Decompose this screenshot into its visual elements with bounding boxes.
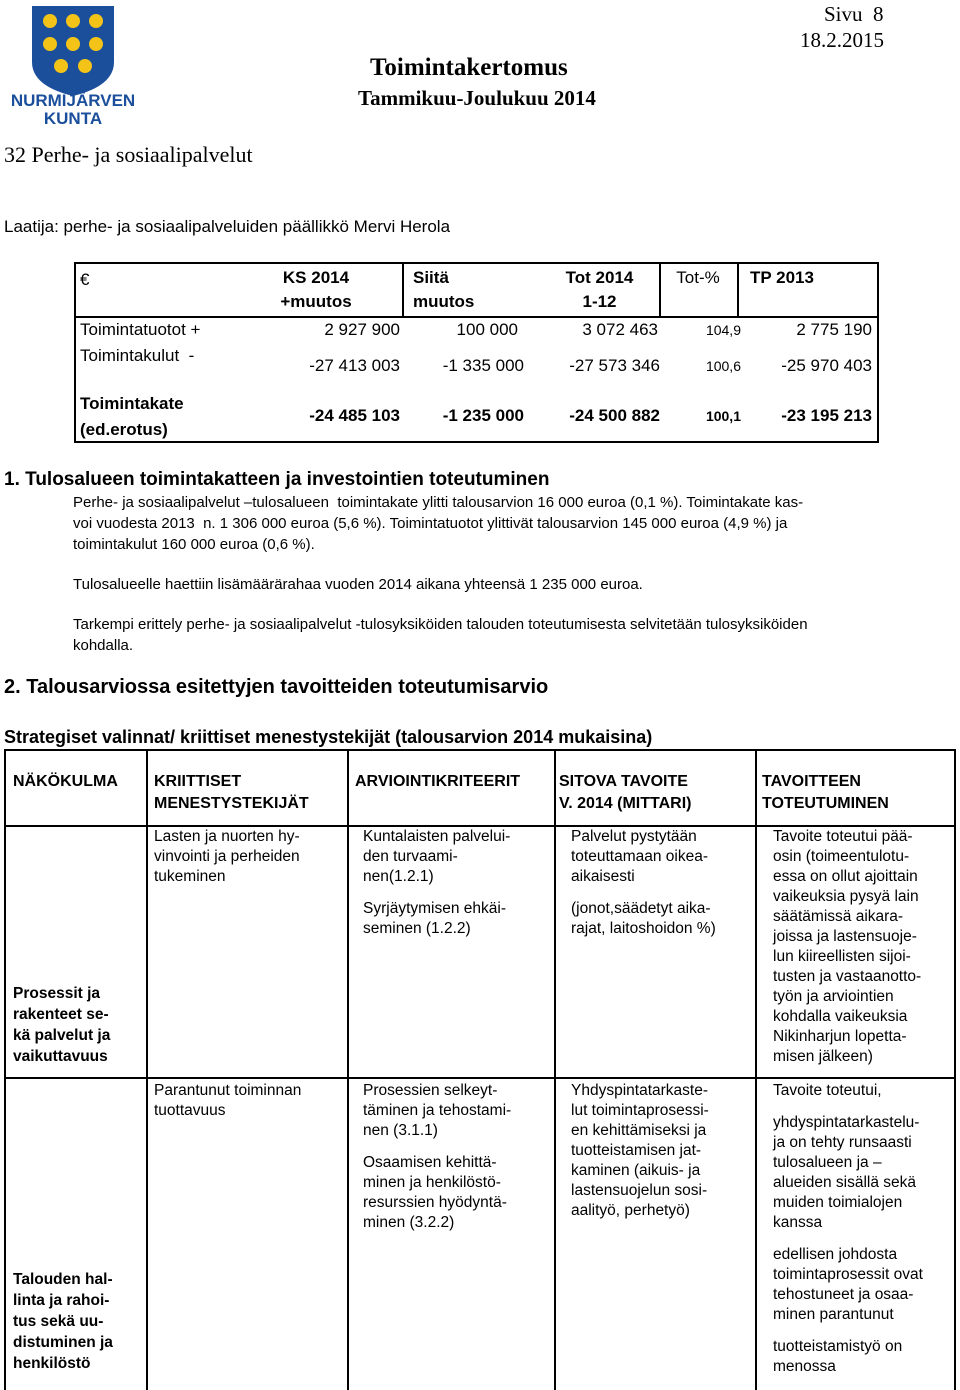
text-line: toimintakulut 160 000 euroa (0,6 %). bbox=[73, 536, 315, 553]
document-period: Tammikuu-Joulukuu 2014 bbox=[358, 86, 596, 110]
cell-tot: -24 500 882 bbox=[569, 406, 660, 425]
text-line: voi vuodesta 2013 n. 1 306 000 euroa (5,6 %). Toimintatuotot ylittivät talousarvion 145 000 euroa (4,9 %) ja bbox=[73, 515, 788, 532]
cell-tp: -23 195 213 bbox=[781, 406, 872, 425]
header-tot-pct: Tot-% bbox=[676, 268, 720, 287]
row1-view: Prosessit ja rakenteet se- kä palvelut ja vaikuttavuus bbox=[13, 985, 111, 1065]
budget-table bbox=[74, 262, 879, 443]
row2-criteria-b: Osaamisen kehittä- minen ja henkilöstö- resurssien hyödyntä- minen (3.2.2) bbox=[363, 1154, 507, 1231]
strategy-subheading: Strategiset valinnat/ kriittiset menestystekijät (talousarvion 2014 mukaisina) bbox=[4, 727, 653, 747]
cell-ks: -27 413 003 bbox=[309, 356, 400, 375]
cell-tot: -27 573 346 bbox=[569, 356, 660, 375]
section-1-paragraph-3 bbox=[73, 614, 953, 656]
row2-outcome-d: tuotteistamistyö on menossa bbox=[773, 1338, 903, 1375]
section-1-paragraph-1 bbox=[73, 492, 953, 555]
row2-outcome-b: yhdyspintatarkastelu- ja on tehty runsaasti tulosalueen ja – alueiden sisällä sekä muiden toimialojen kanssa bbox=[773, 1114, 920, 1231]
header-tavoitteen-toteutuminen: TAVOITTEEN TOTEUTUMINEN bbox=[762, 773, 889, 812]
cell-pct: 100,6 bbox=[705, 358, 741, 374]
row2-factor: Parantunut toiminnan tuottavuus bbox=[154, 1082, 302, 1119]
header-siita-sub: muutos bbox=[413, 292, 475, 311]
row2-criteria-a: Prosessien selkeyt- täminen ja tehostami- nen (3.1.1) bbox=[363, 1082, 512, 1139]
row-label-sub: (ed.erotus) bbox=[80, 420, 168, 439]
cell-siita: -1 335 000 bbox=[442, 356, 524, 375]
cell-tp: 2 775 190 bbox=[796, 320, 872, 339]
header-kriittiset-menestystekijat: KRIITTISET MENESTYSTEKIJÄT bbox=[154, 773, 309, 812]
header-ks-2014: KS 2014 bbox=[282, 268, 350, 287]
document-date: 18.2.2015 bbox=[800, 28, 884, 52]
header-nakokulma: NÄKÖKULMA bbox=[13, 773, 118, 790]
cell-tp: -25 970 403 bbox=[781, 356, 872, 375]
header-sitova-tavoite: SITOVA TAVOITE V. 2014 (MITTARI) bbox=[559, 773, 692, 812]
author-line: Laatija: perhe- ja sosiaalipalveluiden päällikkö Mervi Herola bbox=[4, 217, 451, 236]
header-arviointikriteerit: ARVIOINTIKRITEERIT bbox=[355, 773, 521, 790]
row-label: Toimintakulut - bbox=[80, 346, 195, 365]
page-number: Sivu 8 bbox=[824, 2, 884, 26]
logo-text: NURMIJÄRVEN KUNTA bbox=[10, 91, 136, 128]
header-siita: Siitä bbox=[413, 268, 449, 287]
cell-pct: 100,1 bbox=[705, 408, 741, 424]
row1-factor: Lasten ja nuorten hy- vinvointi ja perheiden tukeminen bbox=[154, 828, 300, 885]
section-1-paragraph-2: Tulosalueelle haettiin lisämäärärahaa vuoden 2014 aikana yhteensä 1 235 000 euroa. bbox=[73, 576, 643, 593]
cell-siita: 100 000 bbox=[456, 320, 518, 339]
row-label: Toimintatuotot + bbox=[80, 320, 201, 339]
row1-criteria-b: Syrjäytymisen ehkäi- seminen (1.2.2) bbox=[363, 900, 506, 937]
text-line: kohdalla. bbox=[73, 637, 134, 654]
text-line: Perhe- ja sosiaalipalvelut –tulosalueen toimintakate ylitti talousarvion 16 000 euroa (0,1 %). Toimintakate kas- bbox=[73, 494, 804, 511]
cell-siita: -1 235 000 bbox=[442, 406, 524, 425]
row2-outcome-c: edellisen johdosta toimintaprosessit ovat tehostuneet ja osaa- minen parantunut bbox=[773, 1246, 923, 1323]
header-ks-2014-sub: +muutos bbox=[280, 292, 352, 311]
row1-target-b: (jonot,säädetyt aika- rajat, laitoshoidon %) bbox=[571, 900, 716, 937]
cell-pct: 104,9 bbox=[705, 322, 741, 338]
currency-symbol: € bbox=[80, 270, 90, 289]
header-tot-2014-sub: 1-12 bbox=[582, 292, 617, 311]
row2-outcome-a: Tavoite toteutui, bbox=[773, 1082, 882, 1099]
section-2-heading: 2. Talousarviossa esitettyjen tavoitteiden toteutumisarvio bbox=[4, 676, 549, 698]
strategy-table bbox=[4, 749, 956, 1390]
header-tp-2013: TP 2013 bbox=[750, 268, 814, 287]
row1-outcome: Tavoite toteutui pää- osin (toimeentulotu- essa on ollut ajoittain vaikeuksia pysyä lain säätämissä aikara- joissa ja lastensuoje- lun kiireellisten sijoi- tusten ja vastaanotto- työn ja arviointien kohdalla vaikeuksia Nikinharjun lopetta- misen jälkeen) bbox=[773, 828, 922, 1065]
header-tot-2014: Tot 2014 bbox=[565, 268, 634, 287]
section-title: 32 Perhe- ja sosiaalipalvelut bbox=[4, 142, 253, 167]
document-title: Toimintakertomus bbox=[370, 54, 568, 81]
cell-ks: -24 485 103 bbox=[309, 406, 400, 425]
row2-view: Talouden hal- linta ja rahoi- tus sekä uu- distuminen ja henkilöstö bbox=[13, 1271, 113, 1372]
section-1-heading: 1. Tulosalueen toimintakatteen ja investointien toteutuminen bbox=[4, 469, 550, 490]
text-line: Tarkempi erittely perhe- ja sosiaalipalvelut -tulosyksiköiden talouden toteutumisesta selvitetään tulosyksiköiden bbox=[73, 616, 808, 633]
cell-tot: 3 072 463 bbox=[582, 320, 658, 339]
row1-criteria-a: Kuntalaisten palvelui- den turvaami- nen(1.2.1) bbox=[363, 828, 511, 885]
row-label: Toimintakate bbox=[80, 394, 184, 413]
row1-target-a: Palvelut pystytään toteuttamaan oikea- aikaisesti bbox=[571, 828, 709, 885]
cell-ks: 2 927 900 bbox=[324, 320, 400, 339]
row2-target: Yhdyspintatarkaste- lut toimintaprosessi- en kehittämiseksi ja tuotteistamisen jat- kaminen (aikuis- ja lastensuojelun sosi- aalityö, perhetyö) bbox=[571, 1082, 709, 1219]
